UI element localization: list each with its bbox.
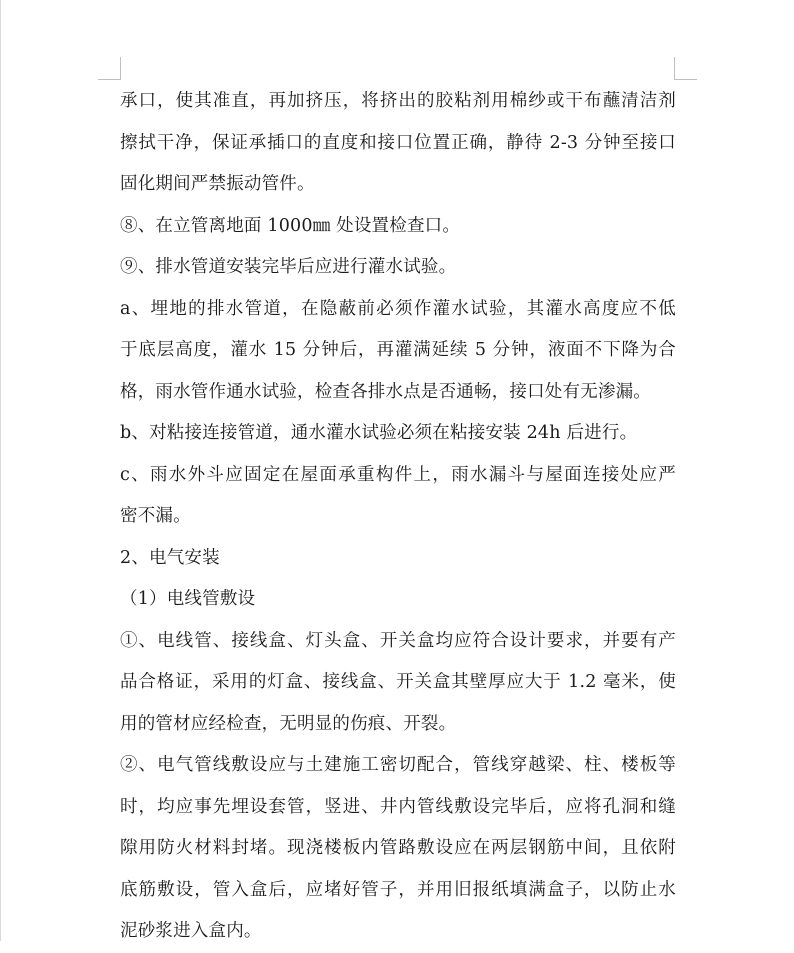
text-line: 2、电气安装 xyxy=(120,547,220,568)
top-left-margin-mark-horizontal xyxy=(98,79,121,80)
text-line: 用的管材应经检查，无明显的伤痕、开裂。 xyxy=(120,713,457,734)
text-line: 隙用防火材料封堵。现浇楼板内管路敷设应在两层钢筋中间，且依附 xyxy=(120,838,676,858)
top-right-margin-mark-horizontal xyxy=(674,79,697,80)
text-line: 擦拭干净，保证承插口的直度和接口位置正确，静待 2-3 分钟至接口 xyxy=(120,132,676,153)
text-line: a、埋地的排水管道，在隐蔽前必须作灌水试验，其灌水高度应不低 xyxy=(120,298,676,319)
text-line: 密不漏。 xyxy=(120,506,191,526)
text-line: b、对粘接连接管道，通水灌水试验必须在粘接安装 24h 后进行。 xyxy=(120,423,638,443)
text-line: （1）电线管敷设 xyxy=(120,589,256,609)
text-line: 品合格证，采用的灯盒、接线盒、开关盒其壁厚应大于 1.2 毫米，使 xyxy=(120,672,676,692)
top-left-margin-mark xyxy=(120,57,121,79)
text-line: ⑧、在立管离地面 1000㎜ 处设置检查口。 xyxy=(120,215,461,236)
text-line: 泥砂浆进入盒内。 xyxy=(120,921,262,941)
document-body[interactable] xyxy=(120,81,676,953)
text-line: 固化期间严禁振动管件。 xyxy=(120,174,315,194)
text-line: c、雨水外斗应固定在屋面承重构件上，雨水漏斗与屋面连接处应严 xyxy=(120,464,676,485)
text-line: 底筋敷设，管入盒后，应堵好管子，并用旧报纸填满盒子，以防止水 xyxy=(120,879,676,900)
text-line: ②、电气管线敷设应与土建施工密切配合，管线穿越梁、柱、楼板等 xyxy=(120,755,676,775)
text-line: 时，均应事先埋设套管，竖进、井内管线敷设完毕后，应将孔洞和缝 xyxy=(120,796,676,817)
text-line: 于底层高度，灌水 15 分钟后，再灌满延续 5 分钟，液面不下降为合 xyxy=(120,340,676,360)
text-line: ①、电线管、接线盒、灯头盒、开关盒均应符合设计要求，并要有产 xyxy=(120,630,676,651)
page-edge-line xyxy=(0,0,1,941)
text-line: ⑨、排水管道安装完毕后应进行灌水试验。 xyxy=(120,257,457,277)
top-right-margin-mark xyxy=(674,57,675,79)
text-line: 格，雨水管作通水试验，检查各排水点是否通畅，接口处有无渗漏。 xyxy=(120,381,651,402)
text-line: 承口，使其准直，再加挤压，将挤出的胶粘剂用棉纱或干布蘸清洁剂 xyxy=(120,91,676,111)
